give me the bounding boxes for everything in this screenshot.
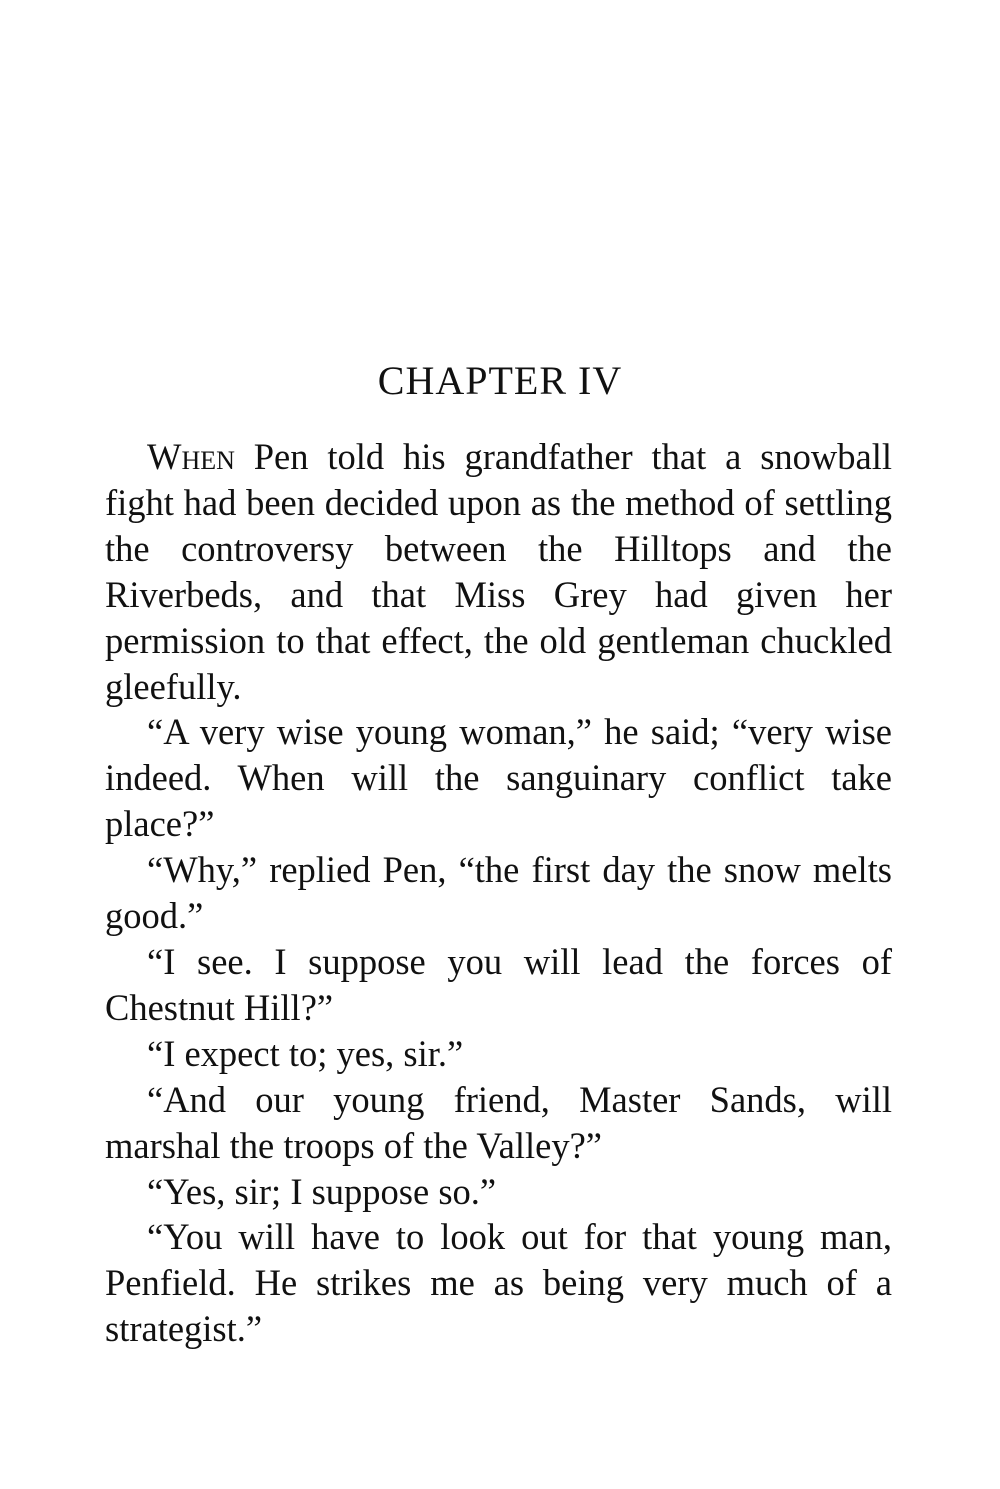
opening-word: When <box>147 436 235 477</box>
chapter-body <box>105 434 892 1352</box>
paragraph: “And our young friend, Master Sands, will marshal the troops of the Valley?” <box>105 1078 892 1166</box>
paragraph: “Yes, sir; I suppose so.” <box>147 1170 497 1212</box>
chapter-heading: CHAPTER IV <box>377 358 623 403</box>
paragraph: “I see. I suppose you will lead the forces of Chestnut Hill?” <box>105 940 892 1028</box>
paragraph: “Why,” replied Pen, “the first day the snow melts good.” <box>105 849 892 937</box>
paragraph: “I expect to; yes, sir.” <box>147 1032 464 1074</box>
paragraph: “You will have to look out for that young man, Penfield. He strikes me as being very much of a strategist.” <box>105 1216 892 1350</box>
paragraph-text: Pen told his grandfather that a snowball fight had been decided upon as the method of settling the controversy between the Hilltops and the Riverbeds, and that Miss Grey had given her permission to that effect, the old gentleman chuckled gleefully. <box>105 436 892 707</box>
paragraph: “A very wise young woman,” he said; “very wise indeed. When will the sanguinary conflict take place?” <box>105 711 892 845</box>
paragraph <box>105 434 892 709</box>
